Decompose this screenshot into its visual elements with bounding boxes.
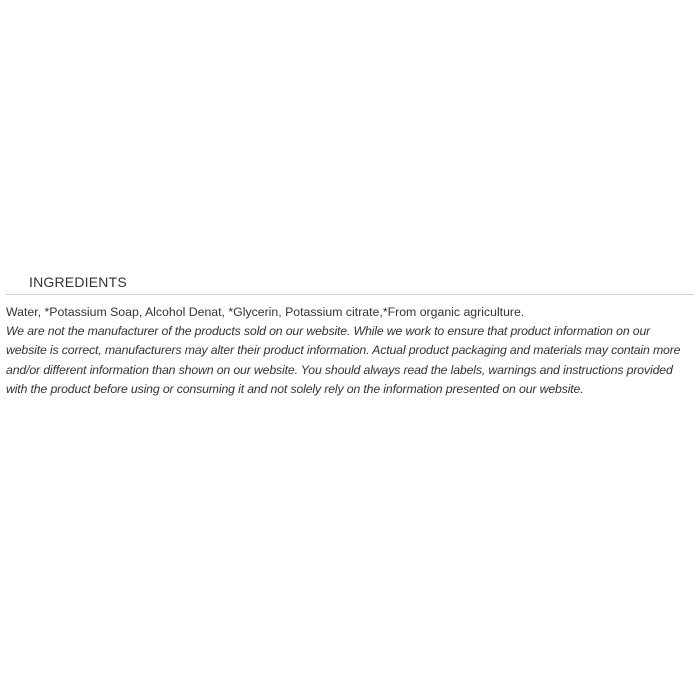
ingredients-list: Water, *Potassium Soap, Alcohol Denat, *Glycerin, Potassium citrate,*From organic agriculture. [6,305,525,319]
disclaimer-text: We are not the manufacturer of the products sold on our website. While we work to ensure that product information on our website is correct, manufacturers may alter their product information. Actual product packaging and materials may contain more and/or different information than shown on our website. You should always read the labels, warnings and instructions provided with the product before using or consuming it and not solely rely on the information presented on our website. [6,324,681,396]
ingredients-body [6,295,694,399]
ingredients-title: INGREDIENTS [29,274,127,290]
ingredients-section [6,272,694,399]
ingredients-header [6,272,694,295]
